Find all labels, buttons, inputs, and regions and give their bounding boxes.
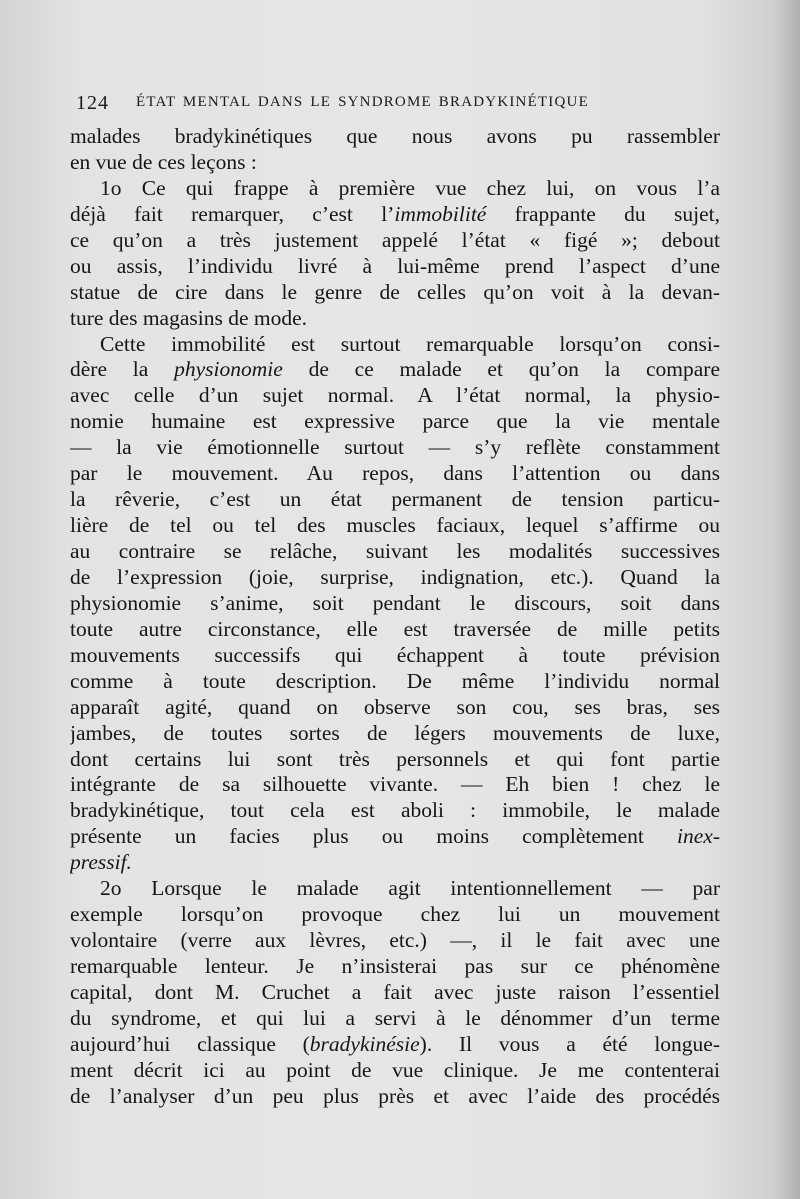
text-segment: lière de tel ou tel des muscles faciaux, lequel s’affirme ou bbox=[70, 513, 720, 538]
text-line bbox=[70, 695, 720, 721]
text-line bbox=[70, 1058, 720, 1084]
text-segment: capital, dont M. Cruchet a fait avec juste raison l’essentiel bbox=[70, 979, 720, 1004]
text-segment: ). Il vous a été longue- bbox=[419, 1031, 720, 1056]
text-line bbox=[70, 669, 720, 695]
text-segment: du syndrome, et qui lui a servi à le dénommer d’un terme bbox=[70, 1005, 720, 1030]
body-text bbox=[70, 124, 720, 1110]
text-line bbox=[70, 772, 720, 798]
text-segment: de l’analyser d’un peu plus près et avec l’aide des procédés bbox=[70, 1083, 720, 1108]
text-segment: volontaire (verre aux lèvres, etc.) —, il le fait avec une bbox=[70, 928, 720, 953]
italic-text-segment: physionomie bbox=[174, 357, 283, 382]
text-segment: comme à toute description. De même l’individu normal bbox=[70, 668, 720, 693]
text-segment: déjà fait remarquer, c’est l’ bbox=[70, 201, 395, 226]
text-segment: — la vie émotionnelle surtout — s’y reflète constamment bbox=[70, 435, 720, 460]
text-line bbox=[70, 357, 720, 383]
text-segment: ou assis, l’individu livré à lui-même prend l’aspect d’une bbox=[70, 253, 720, 278]
text-segment: ce qu’on a très justement appelé l’état « figé »; debout bbox=[70, 227, 720, 252]
text-line bbox=[70, 721, 720, 747]
text-line bbox=[70, 254, 720, 280]
text-segment: ment décrit ici au point de vue clinique. Je me contenterai bbox=[70, 1057, 720, 1082]
text-segment: Cette immobilité est surtout remarquable lorsqu’on consi- bbox=[100, 331, 720, 356]
text-segment: 1o Ce qui frappe à première vue chez lui, on vous l’a bbox=[100, 175, 720, 200]
text-line bbox=[70, 954, 720, 980]
text-line bbox=[70, 928, 720, 954]
text-segment: présente un facies plus ou moins complètement bbox=[70, 824, 678, 849]
text-line bbox=[70, 824, 720, 850]
text-segment: dont certains lui sont très personnels et qui font partie bbox=[70, 746, 720, 771]
text-line bbox=[70, 150, 720, 176]
text-line bbox=[70, 876, 720, 902]
page-number: 124 bbox=[76, 92, 109, 114]
text-line bbox=[70, 565, 720, 591]
text-line bbox=[70, 850, 720, 876]
italic-text-segment: pressif. bbox=[70, 850, 132, 875]
text-segment: en vue de ces leçons : bbox=[70, 149, 257, 174]
text-segment: par le mouvement. Au repos, dans l’attention ou dans bbox=[70, 461, 720, 486]
text-line bbox=[70, 383, 720, 409]
text-line bbox=[70, 643, 720, 669]
text-line bbox=[70, 435, 720, 461]
text-segment: jambes, de toutes sortes de légers mouvements de luxe, bbox=[70, 720, 720, 745]
text-line bbox=[70, 1084, 720, 1110]
text-segment: statue de cire dans le genre de celles qu’on voit à la devan- bbox=[70, 279, 720, 304]
text-line bbox=[70, 409, 720, 435]
text-segment: de ce malade et qu’on la compare bbox=[282, 357, 720, 382]
text-segment: malades bradykinétiques que nous avons pu rassembler bbox=[70, 124, 720, 148]
text-segment: remarquable lenteur. Je n’insisterai pas sur ce phénomène bbox=[70, 954, 720, 978]
text-line bbox=[70, 513, 720, 539]
italic-text-segment: inex- bbox=[677, 824, 720, 849]
text-line bbox=[70, 798, 720, 824]
running-title: ÉTAT MENTAL DANS LE SYNDROME BRADYKINÉTIQUE bbox=[136, 94, 589, 110]
text-line bbox=[70, 902, 720, 928]
text-segment: la rêverie, c’est un état permanent de tension particu- bbox=[70, 487, 720, 512]
text-line bbox=[70, 124, 720, 150]
text-line bbox=[70, 306, 720, 332]
text-segment: mouvements successifs qui échappent à toute prévision bbox=[70, 642, 720, 667]
page-gutter-shadow bbox=[774, 0, 800, 1199]
text-segment: frappante du sujet, bbox=[486, 201, 720, 226]
text-segment: 2o Lorsque le malade agit intentionnellement — par bbox=[100, 876, 720, 901]
text-line bbox=[70, 176, 720, 202]
text-segment: apparaît agité, quand on observe son cou, ses bras, ses bbox=[70, 694, 720, 719]
text-line bbox=[70, 487, 720, 513]
text-line bbox=[70, 228, 720, 254]
text-line bbox=[70, 202, 720, 228]
italic-text-segment: immobilité bbox=[394, 201, 487, 226]
text-line bbox=[70, 1006, 720, 1032]
text-segment: ture des magasins de mode. bbox=[70, 305, 308, 330]
text-line bbox=[70, 332, 720, 358]
text-segment: physionomie s’anime, soit pendant le discours, soit dans bbox=[70, 590, 720, 615]
text-segment: nomie humaine est expressive parce que la vie mentale bbox=[70, 409, 720, 434]
text-line bbox=[70, 747, 720, 773]
text-segment: dère la bbox=[70, 357, 175, 382]
text-line bbox=[70, 461, 720, 487]
text-line bbox=[70, 591, 720, 617]
italic-text-segment: bradykinésie bbox=[309, 1031, 420, 1056]
text-line bbox=[70, 617, 720, 643]
text-segment: toute autre circonstance, elle est traversée de mille petits bbox=[70, 616, 720, 641]
text-segment: intégrante de sa silhouette vivante. — Eh bien ! chez le bbox=[70, 772, 720, 797]
text-segment: au contraire se relâche, suivant les modalités successives bbox=[70, 539, 720, 563]
text-segment: avec celle d’un sujet normal. A l’état normal, la physio- bbox=[70, 383, 720, 408]
page-header bbox=[76, 90, 716, 120]
text-line bbox=[70, 980, 720, 1006]
text-segment: de l’expression (joie, surprise, indignation, etc.). Quand la bbox=[70, 564, 720, 589]
text-segment: exemple lorsqu’on provoque chez lui un mouvement bbox=[70, 902, 720, 927]
text-line bbox=[70, 1032, 720, 1058]
text-segment: aujourd’hui classique ( bbox=[70, 1031, 310, 1056]
text-segment: bradykinétique, tout cela est aboli : immobile, le malade bbox=[70, 798, 720, 823]
text-line bbox=[70, 539, 720, 565]
text-line bbox=[70, 280, 720, 306]
